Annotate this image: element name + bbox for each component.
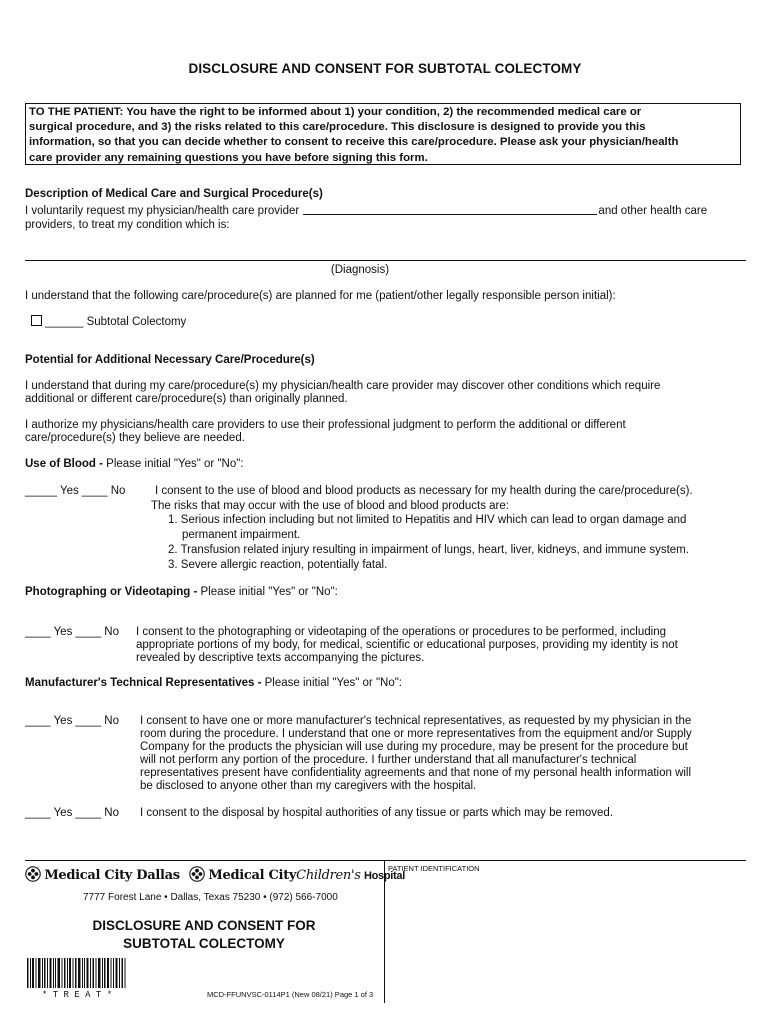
manufacturer-yes-no-field[interactable]: ____ Yes ____ No <box>25 715 120 727</box>
manufacturer-consent-line: room during the procedure. I understand that one or more representatives from the equipment and/or Supply <box>140 728 692 740</box>
condition-line: providers, to treat my condition which is: <box>25 219 230 231</box>
manufacturer-consent-line: representatives present have confidentiality agreements and that none of my personal health information will <box>140 767 692 779</box>
disposal-yes-no-field[interactable]: ____ Yes ____ No <box>25 807 120 819</box>
provider-request-end: and other health care <box>598 205 708 217</box>
provider-name-field[interactable] <box>303 203 597 215</box>
manufacturer-consent-line: will not perform any portion of the procedure. I further understand that all manufacturer's technical <box>140 754 637 766</box>
blood-risk-item: 1. Serious infection including but not limited to Hepatitis and HIV which can lead to organ damage and <box>168 514 687 526</box>
provider-request-text: I voluntarily request my physician/health care provider <box>25 205 300 217</box>
notice-line: care provider any remaining questions you have before signing this form. <box>29 151 428 164</box>
additional-care-heading: Potential for Additional Necessary Care/Procedure(s) <box>25 354 315 366</box>
manufacturer-consent-line: be disclosed to anyone other than my caregivers with the hospital. <box>140 780 477 792</box>
hospital-logos <box>25 866 405 888</box>
medical-city-dallas-logo: Medical City Dallas <box>44 868 180 883</box>
procedure-initial-blank[interactable]: ______ <box>45 316 84 328</box>
medical-city-logo-icon <box>25 866 41 882</box>
childrens-hospital-logo-icon <box>189 866 205 882</box>
manufacturer-heading: Manufacturer's Technical Representatives - <box>25 677 262 689</box>
page-title: DISCLOSURE AND CONSENT FOR SUBTOTAL COLECTOMY <box>188 61 582 76</box>
diagnosis-label: (Diagnosis) <box>330 264 390 276</box>
childrens-hospital-logo-a: Medical City <box>208 868 297 883</box>
blood-risks-intro: The risks that may occur with the use of blood and blood products are: <box>151 500 509 512</box>
manufacturer-heading-line <box>25 676 402 690</box>
photo-consent-line: revealed by descriptive texts accompanying the pictures. <box>136 652 425 664</box>
patient-identification-area[interactable] <box>386 876 746 1002</box>
form-title-line: DISCLOSURE AND CONSENT FOR <box>92 918 316 933</box>
childrens-hospital-logo-b: Children's <box>296 868 361 883</box>
blood-risk-item: 3. Severe allergic reaction, potentially fatal. <box>168 559 388 571</box>
photo-heading-line <box>25 585 338 599</box>
procedure-checkbox[interactable] <box>31 315 42 326</box>
additional-para1-line: I understand that during my care/procedure(s) my physician/health care provider may discover other conditions which require <box>25 380 661 392</box>
patient-identification-label: PATIENT IDENTIFICATION <box>388 864 480 873</box>
photo-yes-no-field[interactable]: ____ Yes ____ No <box>25 626 120 638</box>
disposal-consent-line: I consent to the disposal by hospital authorities of any tissue or parts which may be removed. <box>140 807 614 819</box>
manufacturer-consent-line: I consent to have one or more manufacturer's technical representatives, as requested by my physician in the <box>140 715 692 727</box>
photo-consent-line: I consent to the photographing or videotaping of the operations or procedures to be performed, including <box>136 626 666 638</box>
barcode-label: * T R E A T * <box>41 990 113 1000</box>
diagnosis-field[interactable] <box>25 260 746 261</box>
photo-consent-line: appropriate portions of my body, for medical, scientific or educational purposes, providing my identity is not <box>136 639 678 651</box>
childrens-hospital-logo-c: Hospital <box>363 870 405 882</box>
blood-yes-no-field[interactable]: _____ Yes ____ No <box>25 485 126 497</box>
footer-divider <box>25 860 746 861</box>
additional-para1-line: additional or different care/procedure(s) than originally planned. <box>25 393 348 405</box>
blood-consent-line: I consent to the use of blood and blood products as necessary for my health during the care/procedure(s). <box>155 485 693 497</box>
blood-heading-line <box>25 457 244 471</box>
procedure-name: Subtotal Colectomy <box>86 316 187 328</box>
additional-para2-line: care/procedure(s) they believe are needed. <box>25 432 245 444</box>
procedure-item <box>31 315 186 329</box>
blood-prompt: Please initial "Yes" or "No": <box>106 458 244 470</box>
notice-line: surgical procedure, and 3) the risks related to this care/procedure. This disclosure is designed to provide you this <box>29 121 646 134</box>
manufacturer-consent-line: Company for the products the physician will use during my procedure, may be present for the procedure but <box>140 741 688 753</box>
description-heading: Description of Medical Care and Surgical Procedure(s) <box>25 188 323 200</box>
barcode <box>27 958 127 988</box>
form-title-line: SUBTOTAL COLECTOMY <box>123 936 285 951</box>
notice-line: information, so that you can decide whether to consent to receive this care/procedure. Please ask your physician/health <box>29 136 679 149</box>
additional-para2-line: I authorize my physicians/health care providers to use their professional judgment to perform the additional or different <box>25 419 626 431</box>
photo-heading: Photographing or Videotaping - <box>25 586 198 598</box>
blood-risk-item: permanent impairment. <box>182 529 301 541</box>
patient-notice-box <box>25 103 741 165</box>
blood-risk-item: 2. Transfusion related injury resulting in impairment of lungs, heart, liver, kidneys, and immune system. <box>168 544 689 556</box>
form-code: MCD-FFUNVSC-0114P1 (New 08/21) Page 1 of 3 <box>207 990 374 999</box>
hospital-address: 7777 Forest Lane • Dallas, Texas 75230 • (972) 566-7000 <box>83 892 338 903</box>
manufacturer-prompt: Please initial "Yes" or "No": <box>264 677 403 689</box>
blood-heading: Use of Blood - <box>25 458 103 470</box>
planned-procedures-text: I understand that the following care/procedure(s) are planned for me (patient/other legally responsible person initial): <box>25 290 616 302</box>
notice-line: TO THE PATIENT: You have the right to be informed about 1) your condition, 2) the recommended medical care or <box>29 106 642 118</box>
provider-request-line <box>25 203 746 218</box>
photo-prompt: Please initial "Yes" or "No": <box>200 586 338 598</box>
